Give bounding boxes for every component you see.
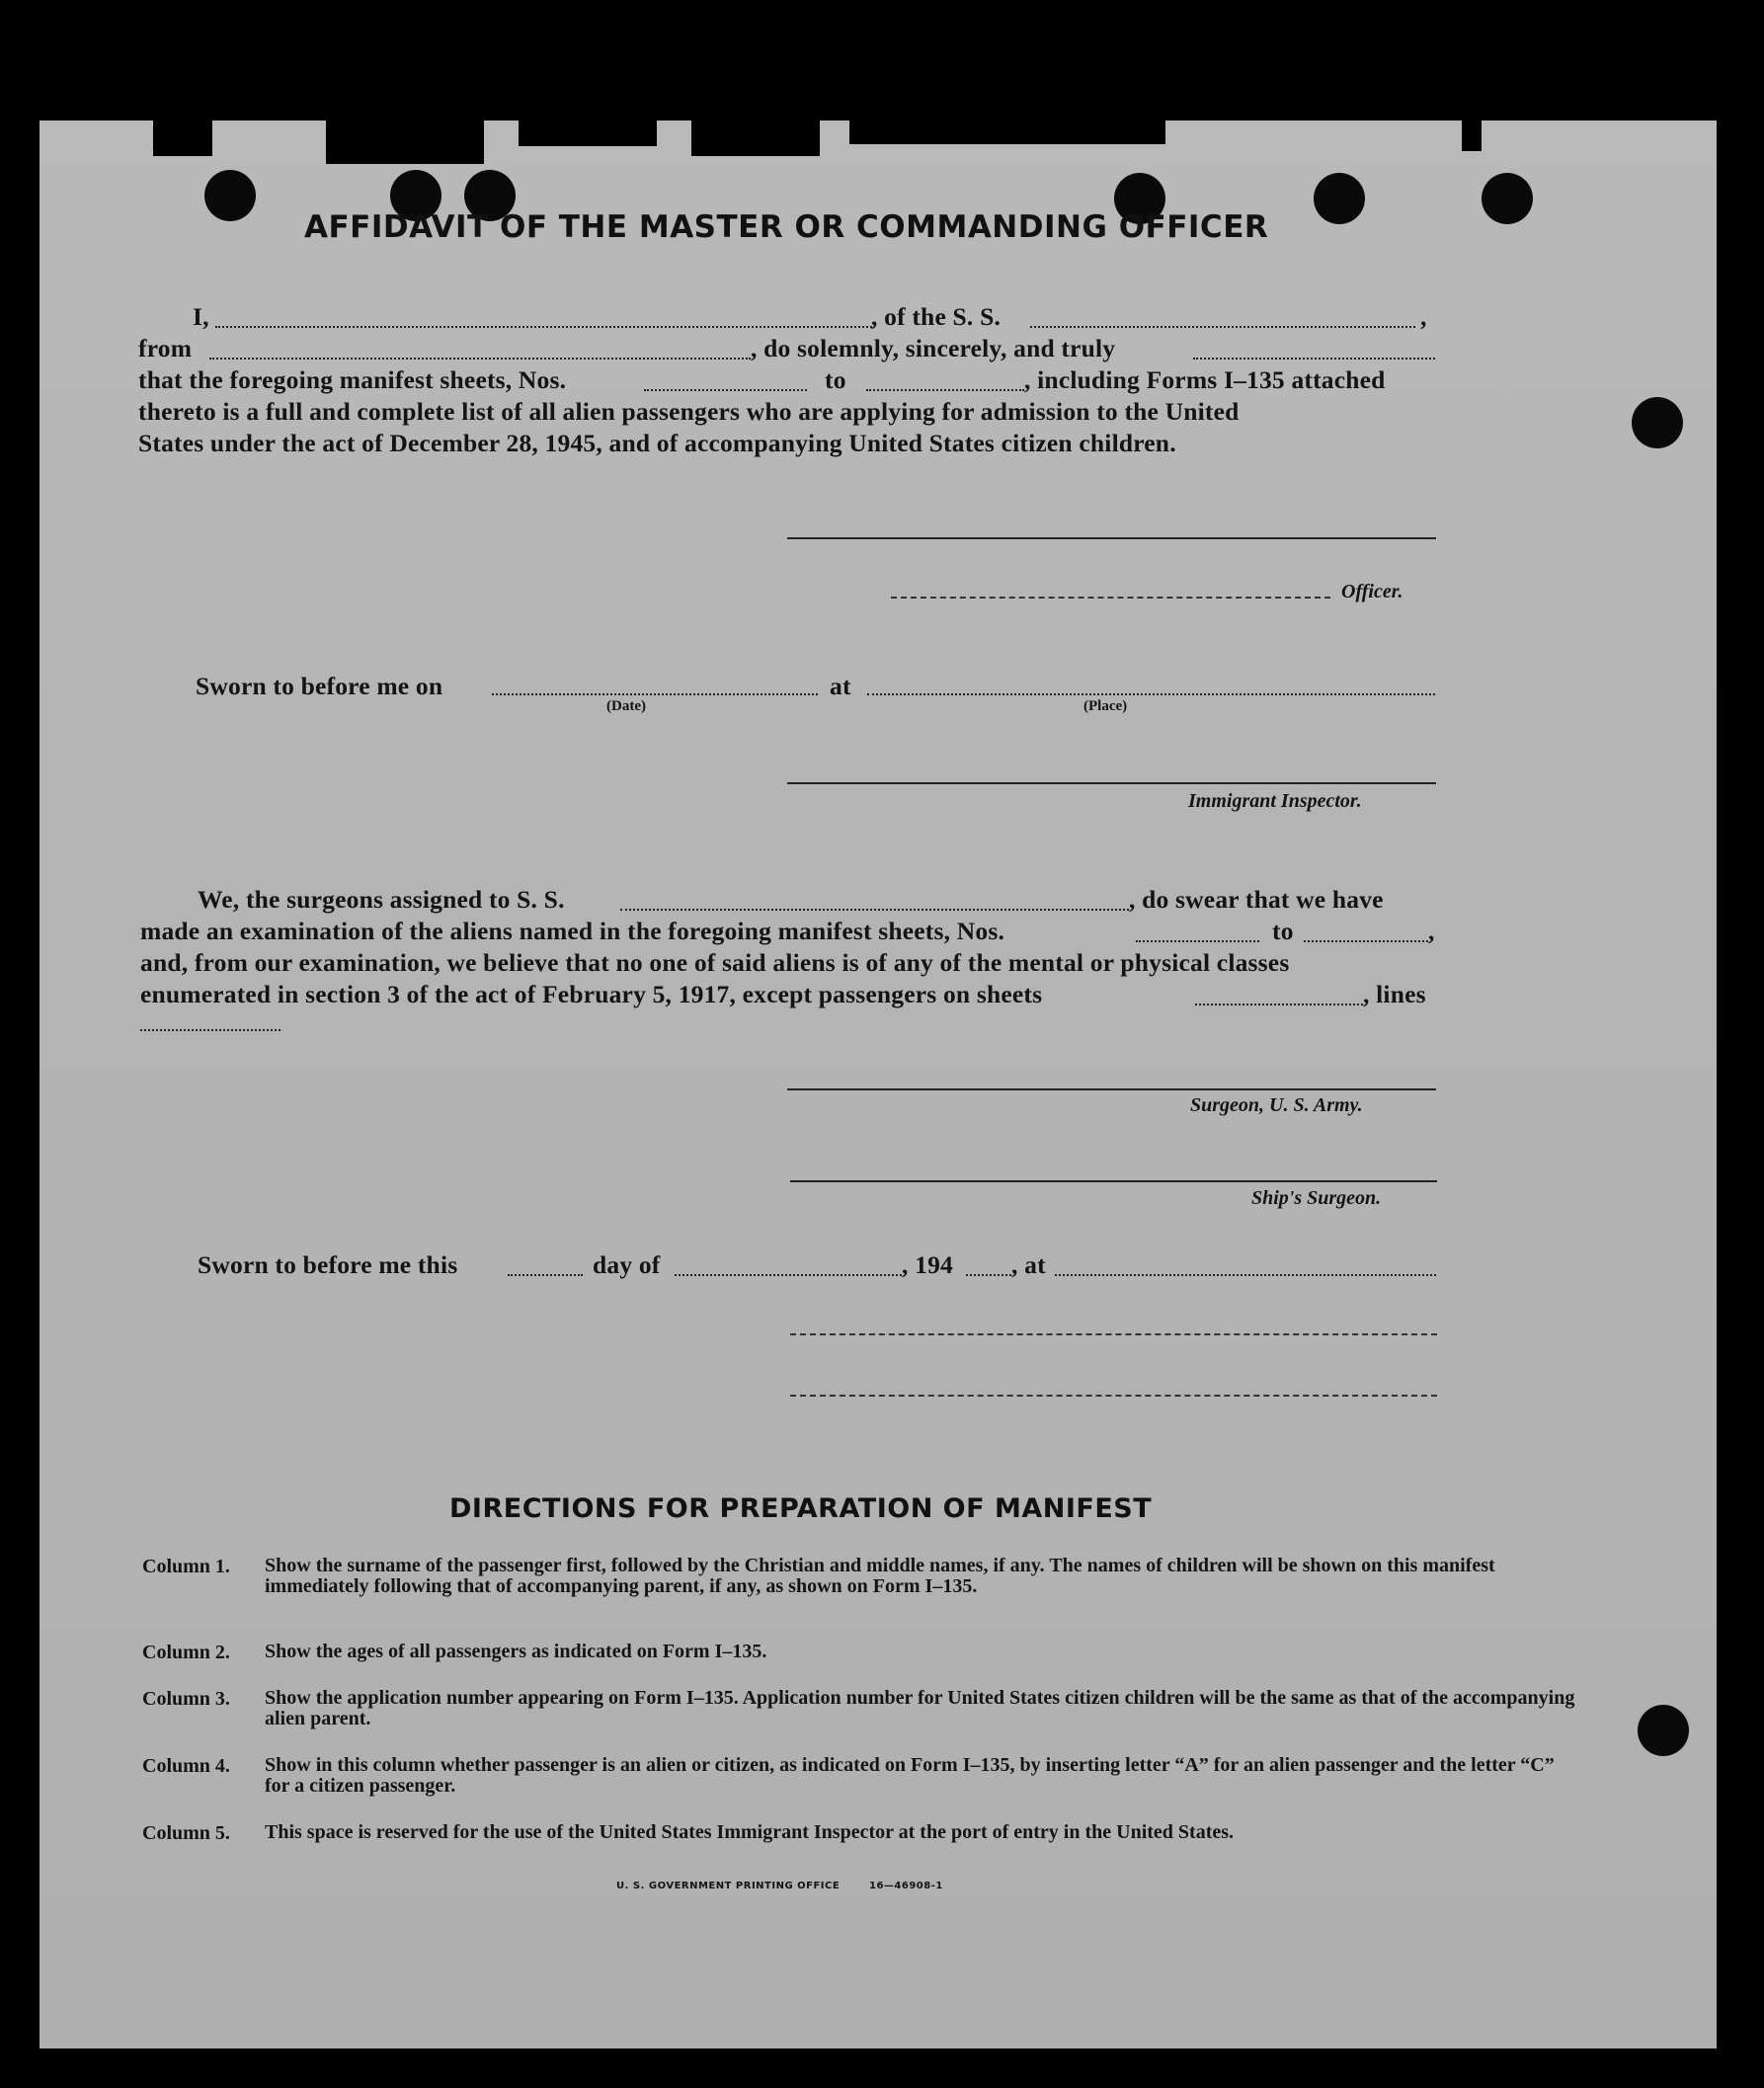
inspector-label: Immigrant Inspector. — [1188, 790, 1362, 812]
direction-item — [140, 1822, 1439, 1870]
army-surgeon-label: Surgeon, U. S. Army. — [1190, 1094, 1363, 1116]
affidavit-line5: States under the act of December 28, 1945, and of accompanying United States citizen children. — [138, 429, 1176, 457]
official-signature-line[interactable] — [790, 1333, 1437, 1335]
column-text: Show the surname of the passenger first, followed by the Christian and middle names, if any. The names of children will be shown on this manifest immediately following that of accompanying parent, if any, as shown on Form I–135. — [265, 1555, 1495, 1597]
sworn-at: at — [830, 672, 851, 700]
master-signature-line[interactable] — [787, 537, 1436, 539]
from-port-field[interactable] — [209, 358, 751, 360]
directions-title: DIRECTIONS FOR PREPARATION OF MANIFEST — [449, 1493, 1153, 1524]
surgeons-sheet-from-field[interactable] — [1136, 940, 1259, 942]
punch-hole — [1632, 397, 1683, 448]
affidavit-i: I, — [193, 302, 209, 331]
column-name: Column 4. — [142, 1755, 230, 1777]
surgeons-lines: , lines — [1363, 980, 1426, 1008]
sworn2-year-field[interactable] — [966, 1274, 1011, 1276]
except-lines-field[interactable] — [140, 1029, 281, 1031]
torn-tab — [326, 117, 484, 164]
sworn2-day-field[interactable] — [508, 1274, 583, 1276]
surgeons-ship-field[interactable] — [620, 909, 1129, 911]
surgeons-swear: , do swear that we have — [1129, 885, 1384, 914]
direction-item — [140, 1754, 1555, 1822]
direction-item — [140, 1687, 1575, 1755]
sworn-text: Sworn to before me on — [196, 672, 443, 700]
surgeons-to: to — [1272, 917, 1294, 945]
punch-hole — [1482, 173, 1533, 224]
sworn-place-field[interactable] — [867, 693, 1435, 695]
affidavit-of-ss: , of the S. S. — [871, 302, 1002, 331]
affidavit-comma: , — [1420, 302, 1427, 331]
official-title-line[interactable] — [790, 1395, 1437, 1397]
sworn2-place-field[interactable] — [1055, 1274, 1436, 1276]
column-name: Column 2. — [142, 1642, 230, 1663]
surgeons-comma: , — [1428, 917, 1435, 945]
officer-signature-line[interactable] — [891, 597, 1330, 599]
column-name: Column 1. — [142, 1556, 230, 1577]
sworn-date-field[interactable] — [492, 693, 818, 695]
sworn2-text: Sworn to before me this — [198, 1250, 458, 1279]
direction-item — [140, 1555, 1495, 1642]
except-sheets-field[interactable] — [1195, 1004, 1363, 1005]
sworn2-day-of: day of — [593, 1250, 661, 1279]
place-label: (Place) — [1083, 698, 1128, 714]
punch-hole — [1638, 1705, 1689, 1756]
sheet-to-field[interactable] — [866, 389, 1024, 391]
affidavit-to: to — [825, 365, 846, 394]
truly-field[interactable] — [1193, 358, 1435, 360]
sworn2-year: , 194 — [902, 1250, 953, 1279]
affidavit-from: from — [138, 334, 193, 362]
affidavit-title: AFFIDAVIT OF THE MASTER OR COMMANDING OFFICER — [304, 209, 1269, 245]
affidavit-manifest: that the foregoing manifest sheets, Nos. — [138, 365, 567, 394]
army-surgeon-signature-line[interactable] — [787, 1088, 1436, 1090]
column-text: This space is reserved for the use of the United States Immigrant Inspector at the port of entry in the United States. — [265, 1821, 1235, 1843]
surgeons-and: and, from our examination, we believe that no one of said aliens is of any of the mental or physical classes — [140, 948, 1290, 977]
date-label: (Date) — [606, 698, 646, 714]
master-name-field[interactable] — [215, 326, 872, 328]
torn-tab — [849, 117, 1165, 144]
officer-label: Officer. — [1341, 581, 1403, 602]
affidavit-solemnly: , do solemnly, sincerely, and truly — [751, 334, 1116, 362]
printer-credit: U. S. GOVERNMENT PRINTING OFFICE — [616, 1881, 841, 1891]
sheet-from-field[interactable] — [644, 389, 807, 391]
torn-tab — [519, 117, 657, 146]
inspector-signature-line[interactable] — [787, 782, 1436, 784]
punch-hole — [204, 170, 256, 221]
column-name: Column 3. — [142, 1688, 230, 1710]
torn-tab — [691, 117, 820, 156]
ship-surgeon-signature-line[interactable] — [790, 1180, 1437, 1182]
affidavit-line4: thereto is a full and complete list of all alien passengers who are applying for admission to the United — [138, 397, 1240, 426]
column-text: Show in this column whether passenger is an alien or citizen, as indicated on Form I–135, by inserting letter “A” for an alien passenger and the letter “C” for a citizen passenger. — [265, 1754, 1555, 1797]
sworn2-month-field[interactable] — [675, 1274, 902, 1276]
ship-name-field[interactable] — [1030, 326, 1415, 328]
punch-hole — [1314, 173, 1365, 224]
surgeons-enum: enumerated in section 3 of the act of February 5, 1917, except passengers on sheets — [140, 980, 1043, 1008]
surgeons-sheet-to-field[interactable] — [1304, 940, 1428, 942]
torn-tab — [1462, 117, 1482, 151]
sworn2-at: , at — [1011, 1250, 1046, 1279]
direction-item — [140, 1642, 1439, 1688]
form-code: 16—46908-1 — [869, 1881, 943, 1891]
torn-tab — [153, 117, 212, 156]
affidavit-including: , including Forms I–135 attached — [1024, 365, 1386, 394]
column-name: Column 5. — [142, 1822, 230, 1844]
directions-list — [140, 1555, 1575, 1870]
column-text: Show the application number appearing on Form I–135. Application number for United States citizen children will be the same as that of the accompanying alien parent. — [265, 1687, 1575, 1729]
ship-surgeon-label: Ship's Surgeon. — [1251, 1187, 1382, 1209]
surgeons-we: We, the surgeons assigned to S. S. — [198, 885, 565, 914]
surgeons-made: made an examination of the aliens named in the foregoing manifest sheets, Nos. — [140, 917, 1005, 945]
column-text: Show the ages of all passengers as indicated on Form I–135. — [265, 1641, 767, 1662]
